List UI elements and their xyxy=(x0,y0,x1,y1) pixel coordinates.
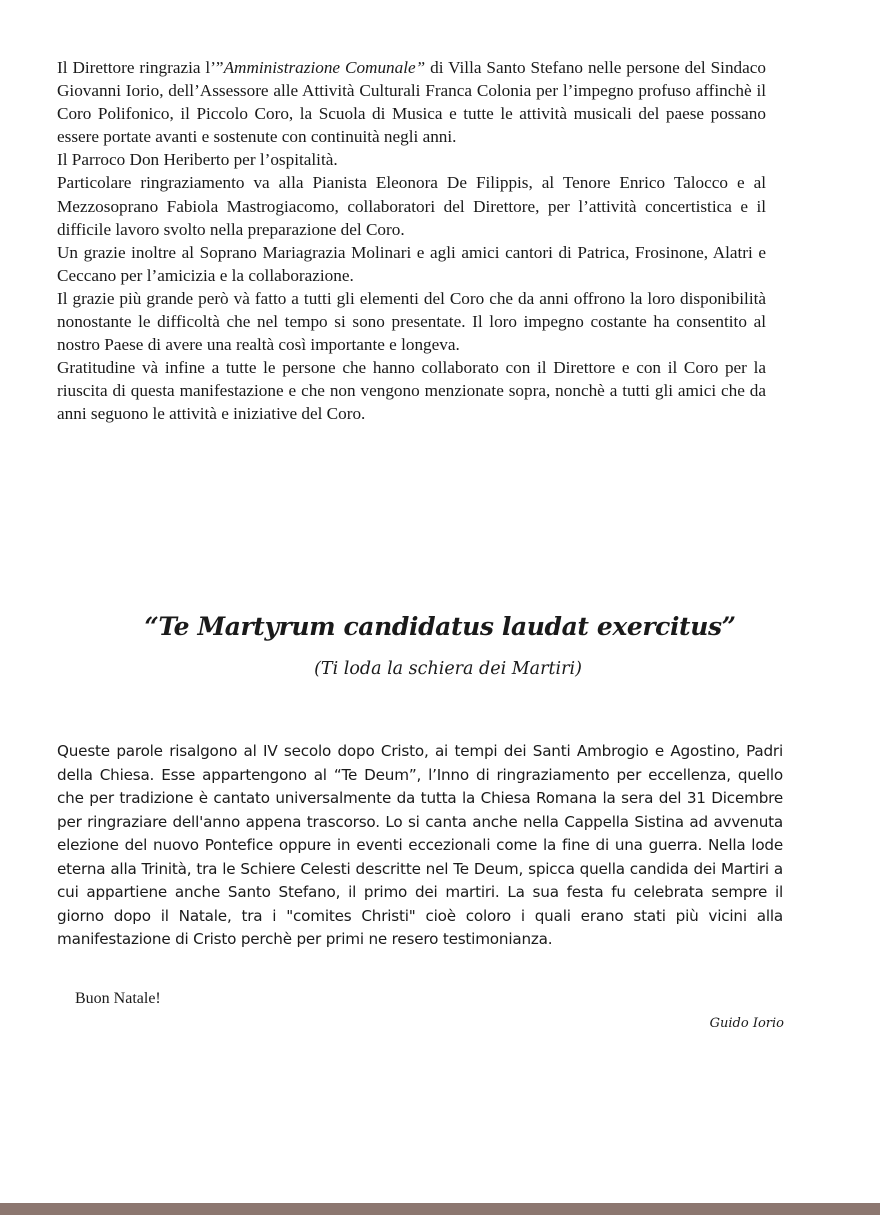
greeting: Buon Natale! xyxy=(75,990,161,1007)
acknowledgements-section xyxy=(57,56,766,426)
acknowledgement-paragraph-1 xyxy=(57,56,766,148)
acknowledgement-paragraph-5: Il grazie più grande però và fatto a tutti gli elementi del Coro che da anni offrono la loro disponibilità nonostante le difficoltà che nel tempo si sono presentate. Il loro impegno costante ha consentito al nostro Paese di avere una realtà così importante e longeva. xyxy=(57,288,766,355)
footer-band xyxy=(0,1203,880,1215)
acknowledgement-1-start: Il Direttore ringrazia l’” xyxy=(57,58,224,77)
quote-translation: (Ti loda la schiera dei Martiri) xyxy=(314,659,582,679)
acknowledgement-paragraph-6: Gratitudine và infine a tutte le persone che hanno collaborato con il Direttore e con il Coro per la riuscita di questa manifestazione e che non vengono menzionate sopra, nonchè a tutti gli amici che da anni seguono le attività e iniziative del Coro. xyxy=(57,358,766,424)
acknowledgement-paragraph-4: Un grazie inoltre al Soprano Mariagrazia Molinari e agli amici cantori di Patrica, Frosinone, Alatri e Ceccano per l’amicizia e la collaborazione. xyxy=(57,242,766,285)
signature: Guido Iorio xyxy=(709,1016,784,1031)
acknowledgement-paragraph-3: Particolare ringraziamento va alla Pianista Eleonora De Filippis, al Tenore Enrico Talocco e al Mezzosoprano Fabiola Mastrogiacomo, collaboratori del Direttore, per l’attività concertistica e il difficile lavoro svolto nella preparazione del Coro. xyxy=(57,173,766,239)
acknowledgement-1-end: di Villa Santo Stefano nelle persone del Sindaco Giovanni Iorio, dell’Assessore alle Attività Culturali Franca Colonia per l’impegno profuso affinchè il Coro Polifonico, il Piccolo Coro, la Scuola di Musica e tutte le attività musicali del paese possano essere portate avanti e sostenute con continuità negli anni. xyxy=(57,58,766,147)
quote-title: “Te Martyrum candidatus laudat exercitus” xyxy=(144,612,736,641)
acknowledgement-1-emphasis: Amministrazione Comunale” xyxy=(223,58,426,77)
article-body: Queste parole risalgono al IV secolo dopo Cristo, ai tempi dei Santi Ambrogio e Agostino, Padri della Chiesa. Esse appartengono al “Te Deum”, l’Inno di ringraziamento per eccellenza, quello che per tradizione è cantato universalmente da tutta la Chiesa Romana la sera del 31 Dicembre per ringraziare dell'anno appena trascorso. Lo si canta anche nella Cappella Sistina ad avvenuta elezione del nuovo Pontefice oppure in eventi eccezionali come la fine di una guerra. Nella lode eterna alla Trinità, tra le Schiere Celesti descritte nel Te Deum, spicca quella candida dei Martiri a cui appartiene anche Santo Stefano, il primo dei martiri. La sua festa fu celebrata sempre il giorno dopo il Natale, tra i "comites Christi" cioè coloro i quali erano stati più vicini alla manifestazione di Cristo perchè per primi ne resero testimonianza. xyxy=(57,742,783,948)
acknowledgement-paragraph-2: Il Parroco Don Heriberto per l’ospitalità. xyxy=(57,150,338,170)
